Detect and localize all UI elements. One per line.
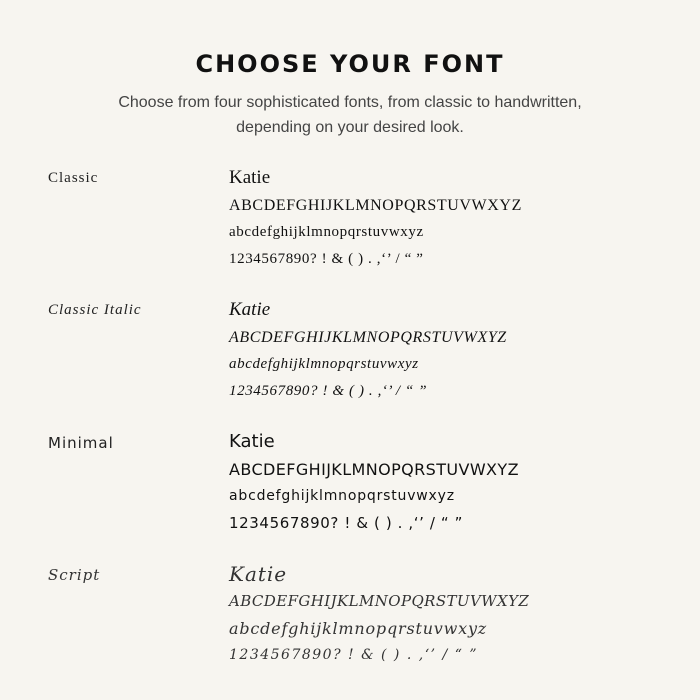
font-sample-name: Katie [229,431,275,452]
subtitle-line-2: depending on your desired look. [236,119,464,136]
font-samples [229,560,679,669]
font-samples [229,296,679,405]
font-sample-lowercase: abcdefghijklmnopqrstuvwxyz [229,356,419,372]
font-sample-digits: 1234567890? ! & ( ) . ,‘’ / “ ” [229,251,424,267]
font-sample-digits: 1234567890? ! & ( ) . ,‘’ / “ ” [229,514,463,532]
font-sample-digits: 1234567890? ! & ( ) . ,‘’ / “ ” [229,383,428,399]
font-samples [229,428,679,537]
font-sample-lowercase: abcdefghijklmnopqrstuvwxyz [229,224,424,240]
font-sample-uppercase: ABCDEFGHIJKLMNOPQRSTUVWXYZ [229,329,507,346]
font-label: Minimal [48,434,114,452]
font-sample-uppercase: ABCDEFGHIJKLMNOPQRSTUVWXYZ [229,460,519,479]
page-title: CHOOSE YOUR FONT [195,50,505,78]
font-label: Classic [48,170,99,186]
font-label: Script [48,566,101,584]
font-label: Classic Italic [48,302,142,318]
font-sample-lowercase: abcdefghijklmnopqrstuvwxyz [229,488,455,504]
subtitle-line-1: Choose from four sophisticated fonts, from classic to handwritten, [118,94,582,111]
font-samples [229,164,679,273]
page-subtitle [0,90,700,140]
font-sample-digits: 1234567890? ! & ( ) . ,‘’ / “ ” [229,647,478,663]
font-sample-uppercase: ABCDEFGHIJKLMNOPQRSTUVWXYZ [229,197,522,214]
font-sample-lowercase: abcdefghijklmnopqrstuvwxyz [229,619,488,638]
font-sample-uppercase: ABCDEFGHIJKLMNOPQRSTUVWXYZ [229,592,530,610]
font-sample-name: Katie [229,167,271,188]
font-sample-name: Katie [229,299,271,320]
font-sample-name: Katie [229,562,288,586]
